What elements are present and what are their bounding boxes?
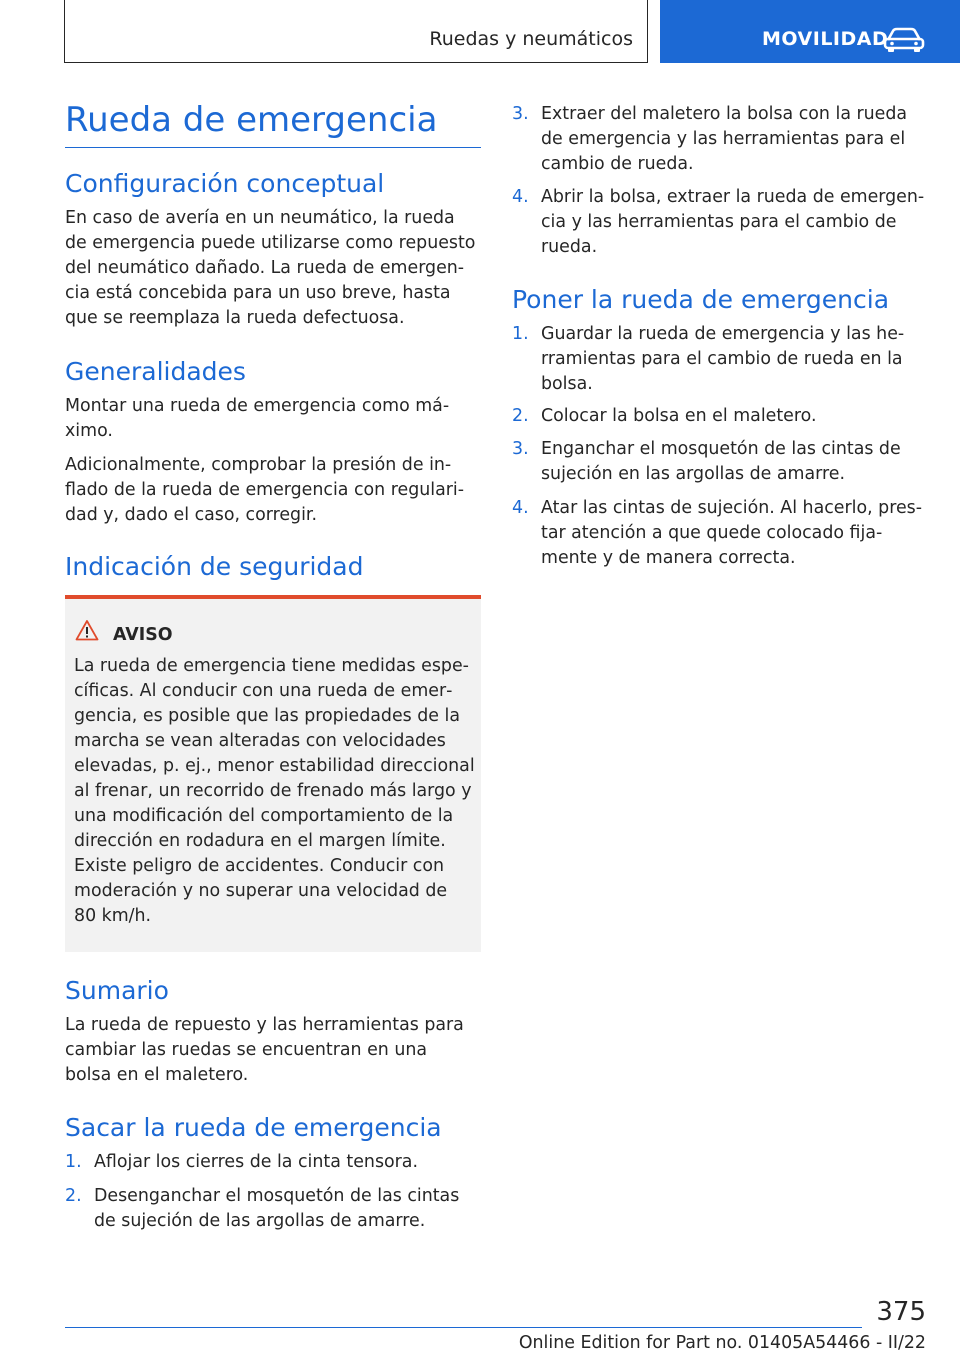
page-number: 375 bbox=[876, 1297, 926, 1327]
step-number: 4. bbox=[512, 498, 529, 518]
heading-general: Generalidades bbox=[65, 357, 246, 386]
step-text: Desenganchar el mosquetón de las cintas de sujeción de las argollas de amarre. bbox=[94, 1186, 460, 1231]
warning-text: La rueda de emergencia tiene medidas espe‐ cíficas. Al conducir con una rueda de emer‐ gencia, es posible que las propiedades de la marcha se vean alteradas con velocidades elevadas, p. ej., menor estabilidad direccional al frenar, un recorrido de frenado más largo y una modificación del comportamiento de la dirección en rodadura en el margen límite. Existe peligro de accidentes. Conducir con moderación y no superar una velocidad de 80 km/h. bbox=[74, 656, 475, 926]
header-section-tab bbox=[660, 0, 960, 63]
general-paragraph-1: Montar una rueda de emergencia como má‐ ximo. bbox=[65, 396, 450, 441]
step-number: 1. bbox=[512, 324, 529, 344]
step-text: Atar las cintas de sujeción. Al hacerlo, pres‐ tar atención a que quede colocado fija‐ mente y de manera correcta. bbox=[541, 498, 923, 568]
step-text: Aflojar los cierres de la cinta tensora. bbox=[94, 1152, 418, 1172]
title-divider bbox=[65, 147, 481, 148]
header-chapter-box bbox=[64, 0, 648, 63]
warning-box bbox=[65, 599, 481, 952]
step-text: Extraer del maletero la bolsa con la rueda de emergencia y las herramientas para el cambio de rueda. bbox=[541, 104, 908, 174]
step-number: 2. bbox=[512, 406, 529, 426]
step-number: 2. bbox=[65, 1186, 82, 1206]
heading-summary: Sumario bbox=[65, 976, 169, 1005]
concept-paragraph: En caso de avería en un neumático, la rueda de emergencia puede utilizarse como repuesto del neumático dañado. La rueda de emergen‐ cia está concebida para un uso breve, hasta que se reemplaza la rueda defectuosa. bbox=[65, 208, 476, 328]
warning-triangle-icon bbox=[75, 619, 99, 641]
general-paragraph-2: Adicionalmente, comprobar la presión de in‐ flado de la rueda de emergencia con regulari‐ dad y, dado el caso, corregir. bbox=[65, 455, 465, 525]
heading-install-spare: Poner la rueda de emergencia bbox=[512, 285, 890, 314]
step-number: 4. bbox=[512, 187, 529, 207]
heading-remove-spare: Sacar la rueda de emergencia bbox=[65, 1113, 442, 1142]
page-title: Rueda de emergencia bbox=[65, 100, 438, 140]
section-title: MOVILIDAD bbox=[762, 28, 889, 50]
step-number: 3. bbox=[512, 439, 529, 459]
footer-divider bbox=[65, 1327, 862, 1328]
chapter-title: Ruedas y neumáticos bbox=[429, 28, 633, 50]
warning-title: AVISO bbox=[113, 625, 173, 645]
step-number: 1. bbox=[65, 1152, 82, 1172]
summary-paragraph: La rueda de repuesto y las herramientas para cambiar las ruedas se encuentran en una bolsa en el maletero. bbox=[65, 1015, 464, 1085]
step-text: Abrir la bolsa, extraer la rueda de emergen‐ cia y las herramientas para el cambio de rueda. bbox=[541, 187, 925, 257]
step-text: Guardar la rueda de emergencia y las he‐ rramientas para el cambio de rueda en la bolsa. bbox=[541, 324, 905, 394]
step-text: Enganchar el mosquetón de las cintas de sujeción en las argollas de amarre. bbox=[541, 439, 901, 484]
step-text: Colocar la bolsa en el maletero. bbox=[541, 406, 817, 426]
edition-note: Online Edition for Part no. 01405A54466 - II/22 bbox=[518, 1333, 926, 1353]
step-number: 3. bbox=[512, 104, 529, 124]
car-icon bbox=[882, 26, 926, 54]
heading-concept: Configuración conceptual bbox=[65, 169, 385, 198]
heading-safety: Indicación de seguridad bbox=[65, 552, 364, 581]
